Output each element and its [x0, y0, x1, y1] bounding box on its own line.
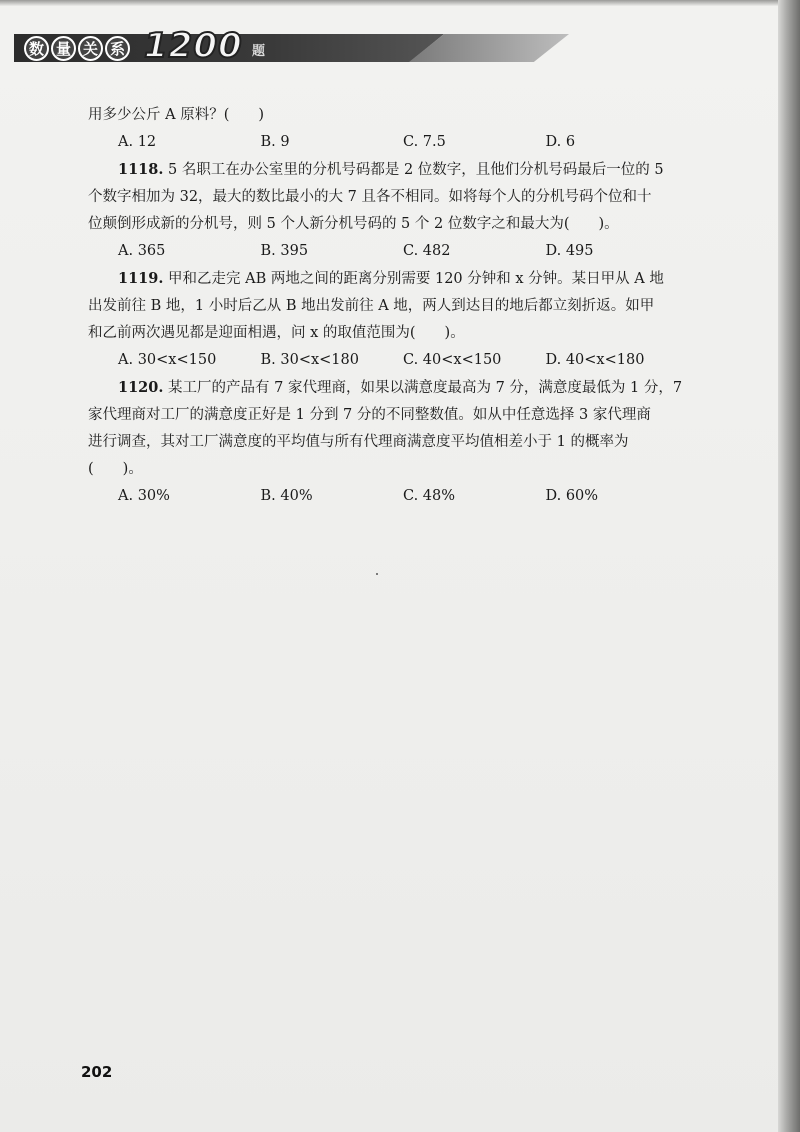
question-text: 某工厂的产品有 7 家代理商，如果以满意度最高为 7 分，满意度最低为 1 分，7 [163, 380, 683, 396]
q1119-line-2: 出发前往 B 地，1 小时后乙从 B 地出发前往 A 地，两人到达目的地后都立刻折返。如甲 [88, 298, 655, 314]
q1118-line-2: 个数字相加为 32，最大的数比最小的大 7 且各不相同。如将每个人的分机号码个位和十 [88, 189, 652, 205]
banner-suffix: 题 [252, 44, 266, 59]
page-number: 202 [81, 1063, 113, 1081]
q1118-options [88, 238, 688, 265]
question-text: 甲和乙走完 AB 两地之间的距离分别需要 120 分钟和 x 分钟。某日甲从 A 地 [163, 271, 664, 287]
option-a: A. 30<x<150 [118, 352, 217, 368]
q1119-line-3: 和乙前两次遇见都是迎面相遇，问 x 的取值范围为( )。 [88, 325, 465, 341]
banner-char: 量 [51, 36, 76, 61]
banner-char: 关 [78, 36, 103, 61]
banner-title-chars [24, 36, 130, 61]
question-number: 1120. [118, 379, 164, 396]
q1118-line-1 [88, 156, 688, 184]
banner-char: 系 [105, 36, 130, 61]
question-number: 1119. [118, 270, 164, 287]
option-d: D. 495 [545, 243, 594, 259]
option-c: C. 40<x<150 [403, 352, 502, 368]
option-b: B. 40% [260, 488, 313, 504]
q1117-tail: 用多少公斤 A 原料？( ) [88, 107, 265, 123]
question-text: 5 名职工在办公室里的分机号码都是 2 位数字，且他们分机号码最后一位的 5 [163, 162, 664, 178]
q1120-line-3: 进行调查，其对工厂满意度的平均值与所有代理商满意度平均值相差小于 1 的概率为 [88, 434, 629, 450]
option-c: C. 7.5 [403, 134, 446, 150]
option-b: B. 30<x<180 [260, 352, 359, 368]
option-b: B. 9 [260, 134, 290, 150]
option-c: C. 48% [403, 488, 456, 504]
option-d: D. 60% [545, 488, 599, 504]
option-d: D. 40<x<180 [545, 352, 645, 368]
speck [376, 573, 378, 575]
banner-number: 1200 [144, 26, 243, 66]
banner-char: 数 [24, 36, 49, 61]
q1118-line-3: 位颠倒形成新的分机号，则 5 个人新分机号码的 5 个 2 位数字之和最大为( )。 [88, 216, 619, 232]
page-binding-edge [778, 0, 800, 1132]
question-content [88, 102, 688, 510]
q1120-line-1 [88, 374, 688, 402]
q1119-line-1 [88, 265, 688, 293]
option-c: C. 482 [403, 243, 451, 259]
q1119-options [88, 347, 688, 374]
option-a: A. 365 [118, 243, 166, 259]
option-b: B. 395 [260, 243, 309, 259]
option-a: A. 30% [118, 488, 170, 504]
page-top-edge [0, 0, 800, 6]
q1117-options [88, 129, 688, 156]
q1120-options [88, 483, 688, 510]
question-number: 1118. [118, 161, 164, 178]
header-banner [14, 28, 554, 64]
option-d: D. 6 [545, 134, 576, 150]
q1120-line-2: 家代理商对工厂的满意度正好是 1 分到 7 分的不同整数值。如从中任意选择 3 家代理商 [88, 407, 651, 423]
option-a: A. 12 [118, 134, 157, 150]
q1120-line-4: ( )。 [88, 461, 143, 477]
